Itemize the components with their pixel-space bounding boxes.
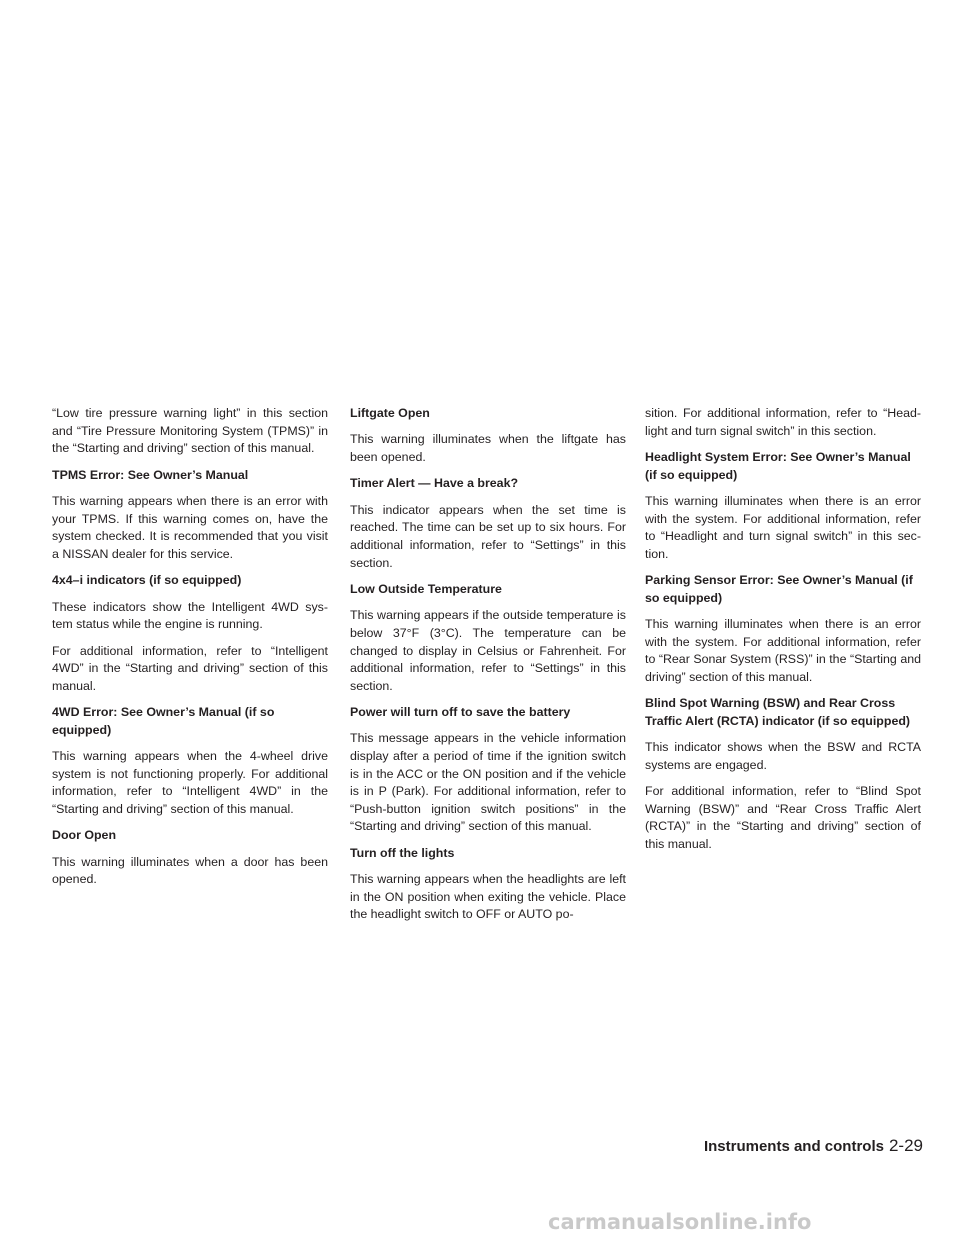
paragraph: This warning appears when the headlights are left in the ON position when exiting the vehicle. Place the headlight switch to OFF or AUTO po- — [350, 872, 626, 922]
paragraph: This warning appears if the outside temperature is below 37°F (3°C). The temperature can be changed to display in Celsius or Fahrenheit. For additional information, refer to “Settings” in this section. — [350, 608, 626, 693]
section-heading: Low Outside Temperature — [350, 581, 502, 596]
paragraph: This indicator shows when the BSW and RCTA systems are engaged. — [645, 740, 921, 772]
paragraph: For additional information, refer to “Blind Spot Warning (BSW)” and “Rear Cross Traffic Alert (RCTA)” in the “Starting and driving” section of this manual. — [645, 784, 921, 852]
section-heading: Blind Spot Warning (BSW) and Rear Cross Traffic Alert (RCTA) indicator (if so equipped) — [645, 696, 911, 728]
page-footer — [704, 1136, 923, 1156]
section-heading: Timer Alert — Have a break? — [350, 476, 519, 491]
paragraph: This warning appears when there is an error with your TPMS. If this warning comes on, have the system checked. It is recommended that you visit a NISSAN dealer for this service. — [52, 493, 328, 561]
paragraph: This indicator appears when the set time is reached. The time can be set up to six hours. For additional information, refer to “Settings” in this section. — [350, 502, 626, 570]
page-number: 2-29 — [888, 1136, 923, 1155]
text-column-3 — [645, 405, 921, 862]
text-column-2 — [350, 405, 626, 933]
paragraph: This warning illuminates when a door has been opened. — [52, 854, 328, 887]
watermark: carmanualsonline.info — [548, 1210, 812, 1234]
section-heading: 4x4–i indicators (if so equipped) — [52, 573, 242, 588]
section-heading: Headlight System Error: See Owner’s Manual (if so equipped) — [645, 449, 911, 482]
section-heading: Power will turn off to save the battery — [350, 705, 571, 720]
paragraph: For additional information, refer to “Intelligent 4WD” in the “Starting and driving” section of this manual. — [52, 643, 328, 693]
paragraph: sition. For additional information, refer to “Head-light and turn signal switch” in this section. — [645, 406, 921, 438]
section-heading: TPMS Error: See Owner’s Manual — [52, 467, 249, 482]
paragraph: This warning illuminates when there is an error with the system. For additional information, refer to “Headlight and turn signal switch” in this sec-tion. — [645, 493, 921, 561]
section-heading: Liftgate Open — [350, 406, 430, 420]
section-heading: Door Open — [52, 828, 117, 843]
paragraph: This warning illuminates when there is an error with the system. For additional information, refer to “Rear Sonar System (RSS)” in the “Starting and driving” section of this manual. — [645, 617, 921, 684]
footer-section-title: Instruments and controls — [703, 1138, 884, 1155]
section-heading: Parking Sensor Error: See Owner’s Manual (if so equipped) — [645, 573, 913, 605]
paragraph: These indicators show the Intelligent 4WD sys-tem status while the engine is running. — [52, 599, 328, 632]
section-heading: 4WD Error: See Owner’s Manual (if so equipped) — [52, 705, 275, 737]
paragraph: This message appears in the vehicle information display after a period of time if the ignition switch is in the ACC or the ON position and if the vehicle is in P (Park). For additional information, refer to “Push-button ignition switch positions” in the “Starting and driving” section of this manual. — [350, 731, 626, 834]
text-column-1 — [52, 405, 328, 898]
paragraph: This warning appears when the 4-wheel drive system is not functioning properly. For additional information, refer to “Intelligent 4WD” in the “Starting and driving” section of this manual. — [52, 749, 328, 816]
section-heading: Turn off the lights — [350, 845, 455, 860]
paragraph: This warning illuminates when the liftgate has been opened. — [350, 432, 626, 464]
paragraph: “Low tire pressure warning light” in this section and “Tire Pressure Monitoring System (TPMS)” in the “Starting and driving” section of this manual. — [52, 406, 328, 456]
